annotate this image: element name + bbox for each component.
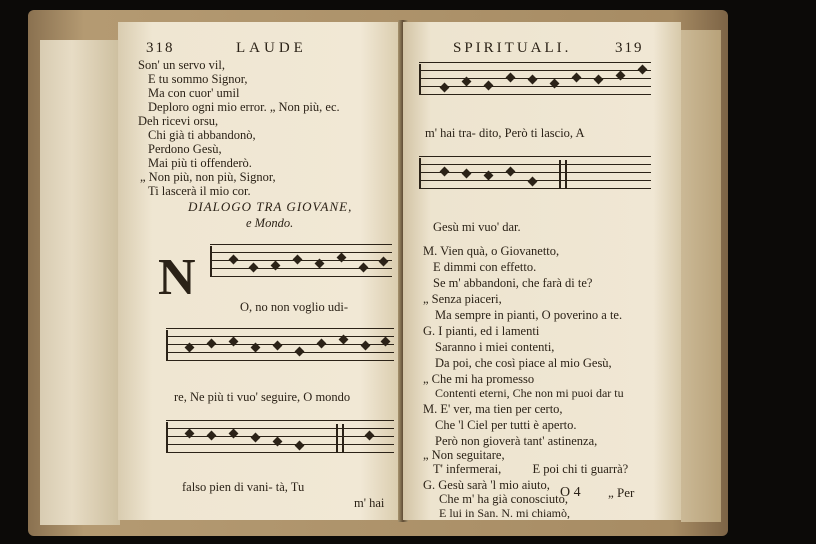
dialogue-line: „ Non seguitare,: [423, 448, 505, 462]
drop-cap: N: [158, 249, 196, 306]
lyric-line: O, no non voglio udi-: [240, 300, 348, 314]
stanza-line: Son' un servo vil,: [138, 58, 225, 72]
stanza-line: Mai più ti offenderò.: [148, 156, 252, 170]
stanza-line: „ Non più, non più, Signor,: [140, 170, 276, 184]
dialogue-line: E dimmi con effetto.: [433, 260, 537, 274]
left-page: [118, 22, 403, 520]
dialogue-line: Da poi, che così piace al mio Gesù,: [435, 356, 612, 370]
dialogue-line: E lui in San. N. mi chiamò,: [439, 506, 570, 520]
dialogue-line: G. Gesù sarà 'l mio aiuto,: [423, 478, 550, 492]
lyric-line: falso pien di vani- tà, Tu: [182, 480, 305, 494]
music-staff-3: [166, 420, 394, 460]
stanza-line: Deh ricevi orsu,: [138, 114, 219, 128]
dialogue-line: „ Che mi ha promesso: [423, 372, 535, 386]
music-staff-4: [419, 62, 651, 102]
dialogue-line: G. I pianti, ed i lamenti: [423, 324, 540, 338]
right-page-edges: [681, 30, 721, 522]
music-staff-5: [419, 156, 651, 196]
left-page-edges: [40, 40, 120, 525]
lyric-line: m' hai: [354, 496, 385, 510]
left-page-number: 318: [146, 40, 175, 56]
dialogue-line: Saranno i miei contenti,: [435, 340, 555, 354]
section-title: DIALOGO TRA GIOVANE,: [188, 199, 353, 214]
music-staff-2: [166, 328, 394, 368]
left-running-head: LAUDE: [236, 40, 307, 56]
stanza-line: Ma con cuor' umil: [148, 86, 240, 100]
stanza-line: Chi già ti abbandonò,: [148, 128, 256, 142]
dialogue-line: „ Senza piaceri,: [423, 292, 502, 306]
dialogue-line: T' infermerai, E poi chi ti guarrà?: [433, 462, 629, 476]
right-page-number: 319: [615, 40, 644, 56]
stanza-line: Deploro ogni mio error. „ Non più, ec.: [148, 100, 340, 114]
dialogue-line: Se m' abbandoni, che farà di te?: [433, 276, 593, 290]
stanza-line: Ti lascerà il mio cor.: [148, 184, 251, 198]
signature-mark: O 4: [560, 485, 581, 500]
right-page: [403, 22, 681, 520]
lyric-line: m' hai tra- dito, Però ti lascio, A: [425, 126, 585, 140]
catchword: „ Per: [608, 485, 635, 500]
stanza-line: Perdono Gesù,: [148, 142, 222, 156]
dialogue-line: M. E' ver, ma tien per certo,: [423, 402, 563, 416]
lyric-line: Gesù mi vuo' dar.: [433, 220, 521, 234]
dialogue-line: Che 'l Ciel per tutti è aperto.: [435, 418, 577, 432]
stanza-line: E tu sommo Signor,: [148, 72, 248, 86]
dialogue-line: M. Vien quà, o Giovanetto,: [423, 244, 560, 258]
lyric-line: re, Ne più ti vuo' seguire, O mondo: [174, 390, 351, 404]
dialogue-line: Che m' ha già conosciuto,: [439, 492, 568, 506]
dialogue-line: Ma sempre in pianti, O poverino a te.: [435, 308, 623, 322]
right-running-head: SPIRITUALI.: [453, 40, 572, 56]
dialogue-line: Però non gioverà tant' astinenza,: [435, 434, 598, 448]
music-staff-1: [210, 244, 392, 284]
section-subtitle: e Mondo.: [246, 216, 294, 230]
dialogue-line: Contenti eterni, Che non mi puoi dar tu: [435, 386, 624, 400]
